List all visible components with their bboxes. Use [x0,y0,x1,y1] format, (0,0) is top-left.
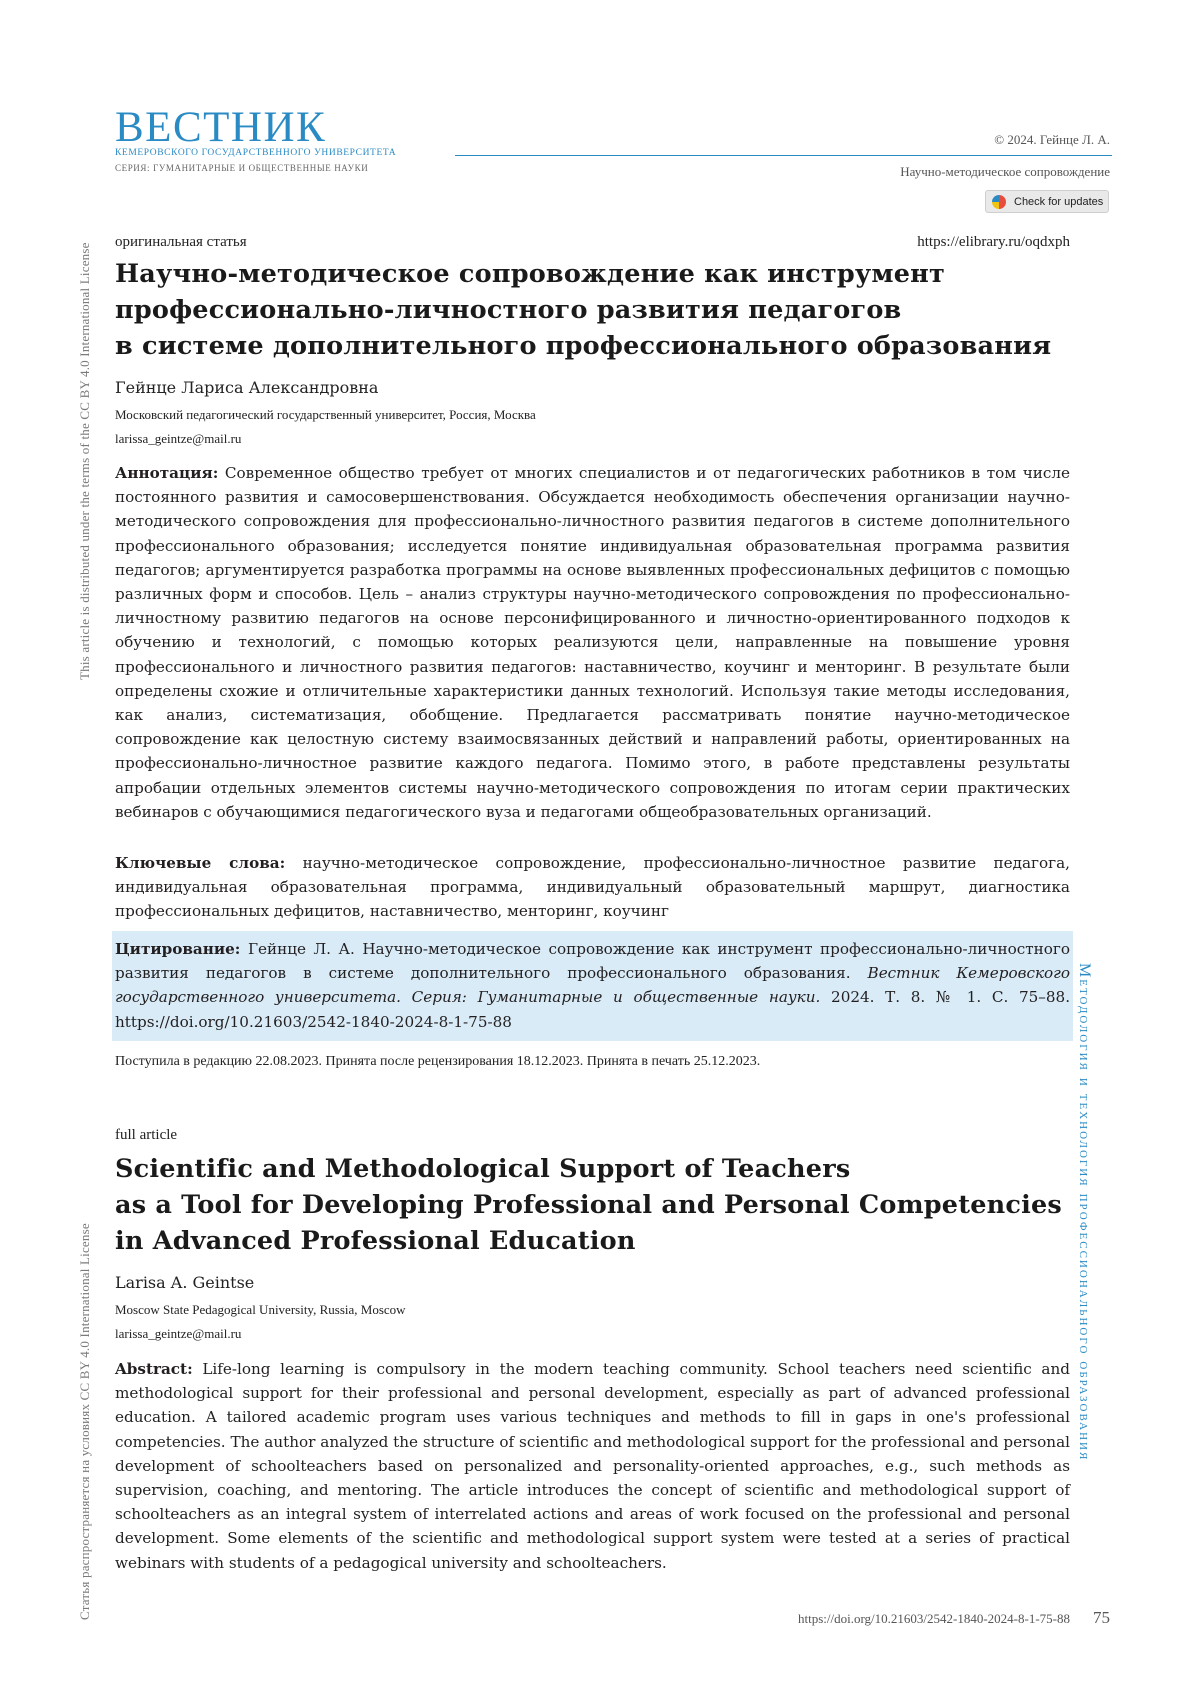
ru-author: Гейнце Лариса Александровна [115,378,379,397]
en-title-line: Scientific and Methodological Support of Teachers [115,1154,851,1184]
license-note-en: This article is distributed under the terms of the CC BY 4.0 International License [77,242,92,680]
ru-citation-label: Цитирование: [115,940,241,958]
en-title-line: in Advanced Professional Education [115,1226,636,1256]
ru-meta-line [115,234,1070,251]
series-name: ГУМАНИТАРНЫЕ И ОБЩЕСТВЕННЫЕ НАУКИ [153,163,369,173]
ru-title-line: в системе дополнительного профессионального образования [115,331,1052,361]
ru-citation [115,937,1070,1034]
en-author: Larisa A. Geintse [115,1273,255,1292]
ru-elibrary-link[interactable]: https://elibrary.ru/oqdxph [917,234,1070,250]
ru-title [115,256,1070,364]
section-side-title: Методология и технология профессионального образования [1076,963,1093,1462]
ru-citation-journal: Вестник Кемеровского государственного университета. Серия: Гуманитарные и общественные науки. [115,964,1070,1007]
en-abstract-label: Abstract: [115,1360,193,1378]
en-article-type-label: full article [115,1127,178,1143]
journal-series [115,163,396,174]
ru-title-line: профессионально-личностного развития педагогов [115,295,902,325]
journal-title: ВЕСТНИК [115,104,327,151]
en-article-type [115,1127,1070,1144]
ru-abstract-text: Современное общество требует от многих специалистов и от педагогических работников в том числе постоянного развития и самосовершенствования. Обсуждается необходимость обеспечения организации научно-методического сопровождения для профессионально-личностного развития педагогов в системе дополнительного профессионального образования; исследуется понятие индивидуальная образовательная программа развития педагогов; аргументируется разработка программы на основе выявленных профессиональных дефицитов с помощью различных форм и способов. Цель – анализ структуры научно-методического сопровождения по профессионально-личностному развитию педагогов на основе персонифицированного и личностно-ориентированного подходов к обучению и технологий, с помощью которых реализуются цели, направленные на повышение уровня профессионального и личностного развития педагогов: наставничество, коучинг и менторинг. В результате были определены схожие и отличительные характеристики данных технологий. Используя такие методы исследования, как анализ, систематизация, обобщение. Предлагается рассматривать понятие научно-методическое сопровождение как целостную систему взаимосвязанных действий и направлений работы, ориентированных на профессионально-личностное развитие каждого педагога. Помимо этого, в работе представлены результаты апробации отдельных элементов системы научно-методического сопровождения по итогам серии практических вебинаров с обучающимися педагогического вуза и педагогами общеобразовательных организаций. [115,464,1071,821]
license-note-ru: Статья распространяется на условиях CC BY 4.0 International License [77,1223,92,1620]
ru-article-type: оригинальная статья [115,234,247,250]
journal-subtitle: КЕМЕРОВСКОГО ГОСУДАРСТВЕННОГО УНИВЕРСИТЕТА [115,148,397,158]
en-abstract [115,1357,1070,1575]
header-divider [455,155,1112,156]
ru-keywords-text: научно-методическое сопровождение, профессионально-личностное развитие педагога, индивидуальная образовательная программа, индивидуальный образовательный маршрут, диагностика профессиональных дефицитов, наставничество, менторинг, коучинг [115,854,1070,921]
en-title [115,1151,1070,1259]
ru-keywords-label: Ключевые слова: [115,854,286,872]
footer-doi[interactable]: https://doi.org/10.21603/2542-1840-2024-8-1-75-88 [797,1611,1070,1626]
ru-title-line: Научно-методическое сопровождение как инструмент [115,259,946,289]
ru-abstract [115,461,1070,824]
series-prefix: СЕРИЯ: [115,163,151,173]
ru-received-dates: Поступила в редакцию 22.08.2023. Принята после рецензирования 18.12.2023. Принята в печать 25.12.2023. [115,1054,761,1069]
ru-keywords [115,851,1070,924]
en-email[interactable]: larissa_geintze@mail.ru [115,1326,242,1341]
running-section-title: Научно-методическое сопровождение [900,164,1110,179]
en-affiliation: Moscow State Pedagogical University, Russia, Moscow [115,1302,406,1317]
ru-abstract-label: Аннотация: [115,464,219,482]
ru-citation-doi[interactable]: 2024. Т. 8. № 1. С. 75–88. https://doi.org/10.21603/2542-1840-2024-8-1-75-88 [115,988,1071,1031]
ru-affiliation: Московский педагогический государственный университет, Россия, Москва [115,407,536,422]
copyright: © 2024. Гейнце Л. А. [994,132,1110,147]
ru-email[interactable]: larissa_geintze@mail.ru [115,431,242,446]
en-title-line: as a Tool for Developing Professional and Personal Competencies [115,1190,1062,1220]
crossmark-icon [992,195,1006,209]
ru-citation-text: Гейнце Л. А. Научно-методическое сопровождение как инструмент профессионально-личностного развития педагогов в системе дополнительного профессионального образования. [115,940,1071,983]
journal-logo [115,106,396,174]
check-for-updates-button[interactable] [985,190,1109,213]
en-abstract-text: Life-long learning is compulsory in the modern teaching community. School teachers need scientific and methodological support for their professional and personal development, especially as part of advanced professional education. A tailored academic program uses various techniques and methods to fill in gaps in one's professional competencies. The author analyzed the structure of scientific and methodological support for the professional and personal development of schoolteachers based on personalized and personality-oriented approaches, e.g., such methods as supervision, coaching, and mentoring. The article introduces the concept of scientific and methodological support of schoolteachers as an integral system of interrelated actions and areas of work focused on the professional and personal development. Some elements of the scientific and methodological support system were tested at a series of practical webinars with students of a pedagogical university and schoolteachers. [115,1360,1070,1572]
check-for-updates-label: Check for updates [1014,195,1104,208]
page-number: 75 [1093,1608,1110,1627]
